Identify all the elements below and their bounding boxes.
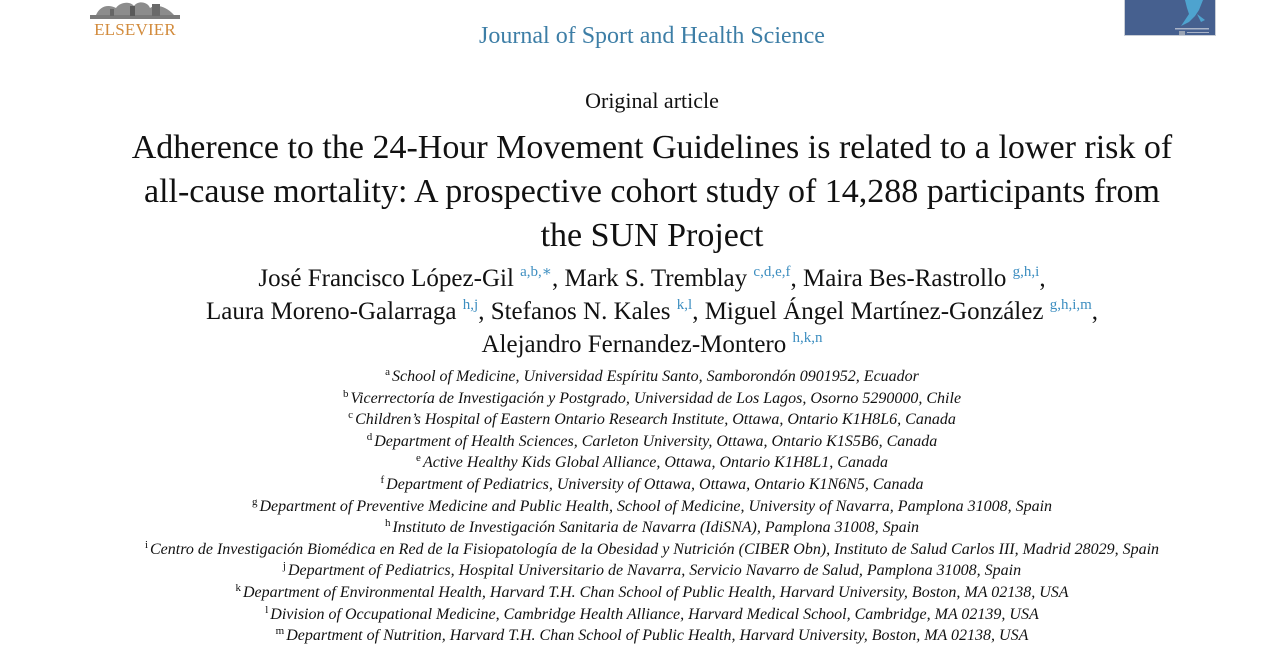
affiliation-item xyxy=(40,474,1264,496)
affiliation-item xyxy=(40,560,1264,582)
author-line xyxy=(60,295,1244,328)
affiliation-key: c xyxy=(348,409,354,422)
affiliation-key: m xyxy=(275,625,285,638)
affiliation-text: Instituto de Investigación Sanitaria de Navarra (IdiSNA), Pamplona 31008, Spain xyxy=(392,519,920,537)
affiliation-text: Centro de Investigación Biomédica en Red de la Fisiopatología de la Obesidad y Nutrición (CIBER Obn), Instituto de Salud Carlos III, Madrid 28029, Spain xyxy=(150,540,1160,558)
affiliation-item xyxy=(40,539,1264,561)
affiliation-key: f xyxy=(380,473,385,486)
affiliation-key: e xyxy=(416,452,421,465)
affiliation-item xyxy=(40,604,1264,626)
author-list xyxy=(60,262,1244,361)
author-separator: , xyxy=(552,265,565,292)
elsevier-wordmark: ELSEVIER xyxy=(94,20,176,39)
title-line: all-cause mortality: A prospective cohort study of 14,288 participants from xyxy=(144,173,1160,210)
author-separator: , xyxy=(1091,298,1099,325)
author-separator: , xyxy=(478,298,491,325)
author-separator: , xyxy=(692,298,705,325)
affiliation-item xyxy=(40,496,1264,518)
author-name[interactable]: Stefanos N. Kales xyxy=(490,298,671,325)
runner-figure-icon xyxy=(1125,0,1216,36)
author-line xyxy=(60,328,1244,361)
affiliation-item xyxy=(40,625,1264,647)
affiliation-item xyxy=(40,431,1264,453)
affiliation-text: School of Medicine, Universidad Espíritu Santo, Samborondón 0901952, Ecuador xyxy=(391,368,919,385)
affiliation-item xyxy=(40,388,1264,410)
affiliation-item xyxy=(40,366,1264,388)
author-separator: , xyxy=(790,265,803,292)
author-name[interactable]: Miguel Ángel Martínez-González xyxy=(704,298,1044,325)
affiliation-text: Department of Pediatrics, Hospital Universitario de Navarra, Servicio Navarro de Salud, Pamplona 31008, Spain xyxy=(287,562,1022,580)
title-line: the SUN Project xyxy=(540,217,764,254)
affiliation-text: Department of Health Sciences, Carleton University, Ottawa, Ontario K1S5B6, Canada xyxy=(374,432,938,450)
article-type: Original article xyxy=(585,88,719,113)
author-affiliation-link[interactable]: a,b,∗ xyxy=(520,264,552,280)
author-affiliation-link[interactable]: k,l xyxy=(676,297,693,313)
author-name[interactable]: Alejandro Fernandez-Montero xyxy=(481,331,787,358)
affiliation-key: k xyxy=(235,581,241,594)
journal-cover-thumbnail[interactable] xyxy=(1124,0,1216,36)
affiliation-list xyxy=(40,366,1264,647)
affiliation-key: d xyxy=(366,430,373,443)
affiliation-key: j xyxy=(282,560,286,573)
author-affiliation-link[interactable]: h,k,n xyxy=(792,330,823,346)
affiliation-key: i xyxy=(144,538,148,551)
author-affiliation-link[interactable]: h,j xyxy=(462,297,479,313)
affiliation-item xyxy=(40,452,1264,474)
affiliation-text: Department of Nutrition, Harvard T.H. Chan School of Public Health, Harvard University, Boston, MA 02138, USA xyxy=(286,627,1029,645)
author-name[interactable]: Laura Moreno-Galarraga xyxy=(205,298,457,325)
affiliation-item xyxy=(40,582,1264,604)
journal-header xyxy=(0,0,1280,60)
author-name[interactable]: Maira Bes-Rastrollo xyxy=(802,265,1007,292)
affiliation-key: b xyxy=(342,387,349,400)
affiliation-key: a xyxy=(385,366,390,378)
author-separator: , xyxy=(1039,265,1046,292)
affiliation-text: Children’s Hospital of Eastern Ontario Research Institute, Ottawa, Ontario K1H8L6, Canada xyxy=(355,411,956,429)
affiliation-text: Department of Environmental Health, Harvard T.H. Chan School of Public Health, Harvard University, Boston, MA 02138, USA xyxy=(242,583,1069,601)
affiliation-item xyxy=(40,409,1264,431)
affiliation-text: Active Healthy Kids Global Alliance, Ottawa, Ontario K1H8L1, Canada xyxy=(422,454,888,472)
affiliation-text: Department of Pediatrics, University of Ottawa, Ottawa, Ontario K1N6N5, Canada xyxy=(386,475,924,493)
elsevier-tree-icon xyxy=(90,0,180,20)
affiliation-text: Division of Occupational Medicine, Cambridge Health Alliance, Harvard Medical School, Cambridge, MA 02139, USA xyxy=(270,605,1039,623)
affiliation-text: Vicerrectoría de Investigación y Postgrado, Universidad de Los Lagos, Osorno 5290000, Chile xyxy=(350,389,962,407)
article-title xyxy=(60,126,1244,258)
author-name[interactable]: José Francisco López-Gil xyxy=(258,265,514,292)
title-line: Adherence to the 24-Hour Movement Guidelines is related to a lower risk of xyxy=(131,129,1173,166)
affiliation-key: g xyxy=(251,495,258,508)
affiliation-key: h xyxy=(384,517,391,530)
journal-name[interactable]: Journal of Sport and Health Science xyxy=(479,23,825,49)
author-affiliation-link[interactable]: g,h,i,m xyxy=(1049,297,1092,313)
affiliation-text: Department of Preventive Medicine and Public Health, School of Medicine, University of Navarra, Pamplona 31008, Spain xyxy=(259,497,1053,515)
author-affiliation-link[interactable]: c,d,e,f xyxy=(753,264,791,280)
affiliation-key: l xyxy=(265,603,269,616)
author-line xyxy=(60,262,1244,295)
affiliation-item xyxy=(40,517,1264,539)
author-name[interactable]: Mark S. Tremblay xyxy=(564,265,748,292)
author-affiliation-link[interactable]: g,h,i xyxy=(1012,264,1040,280)
